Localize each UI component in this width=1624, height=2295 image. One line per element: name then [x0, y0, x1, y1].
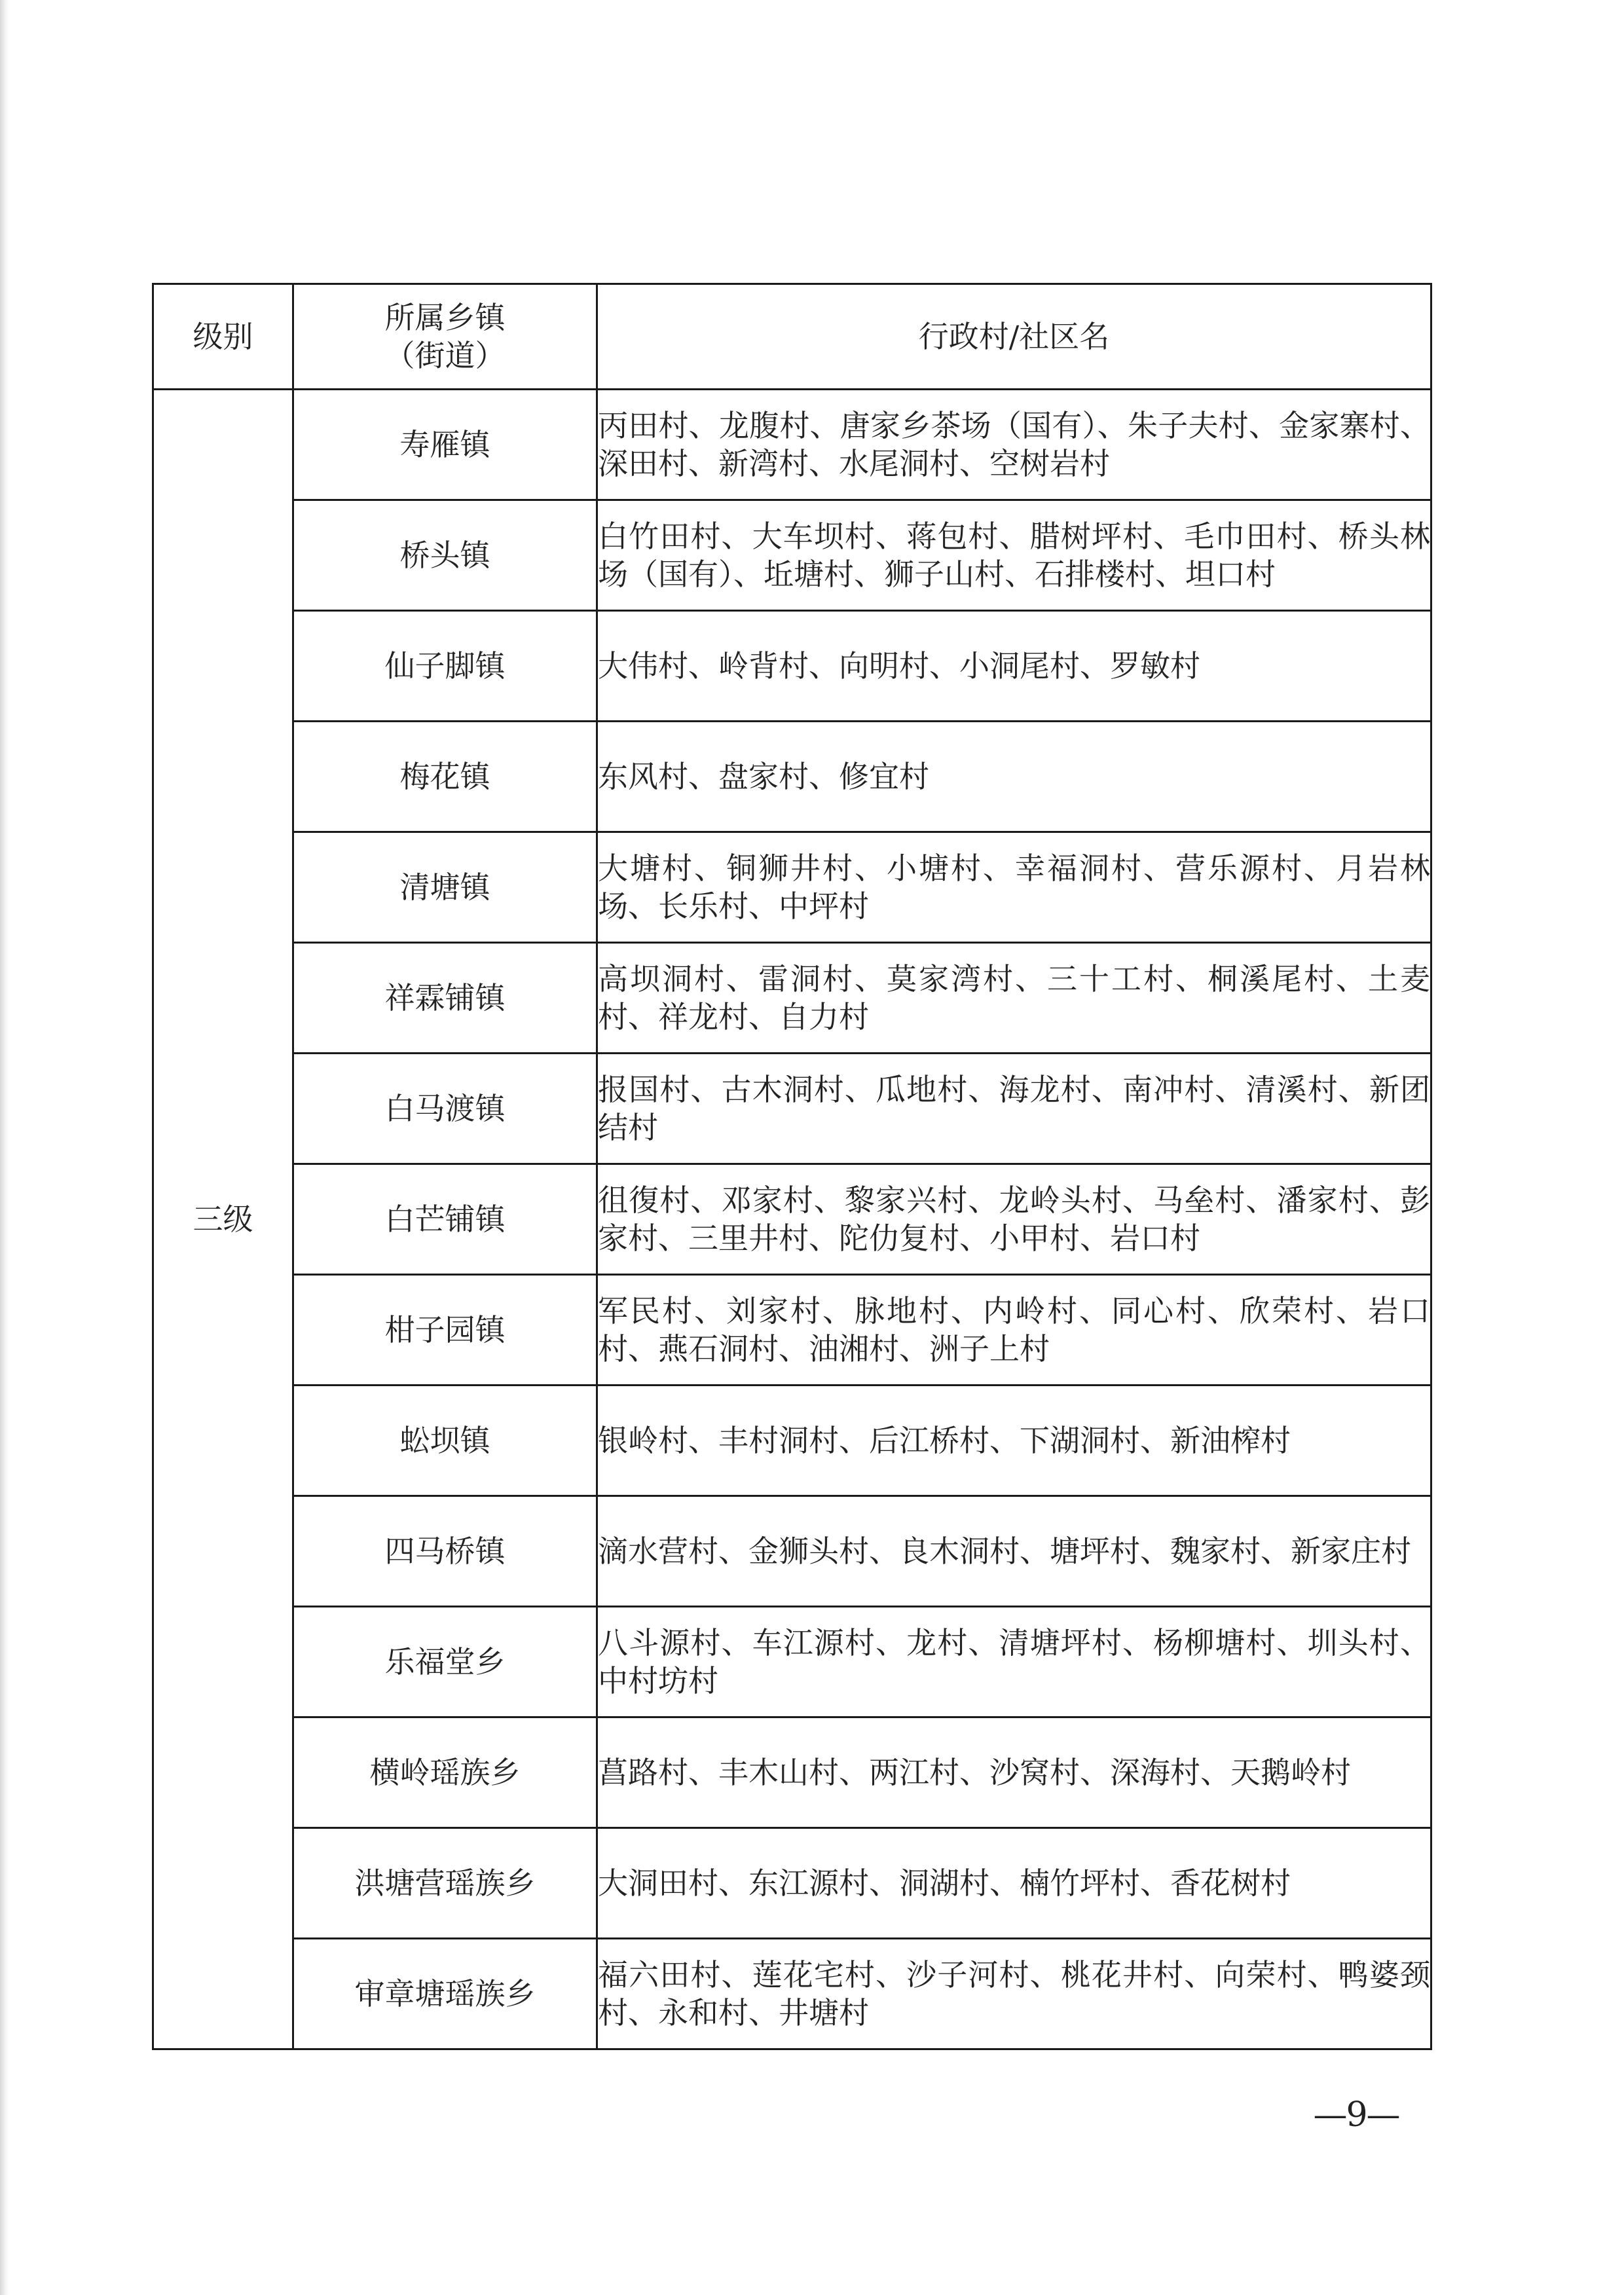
- town-cell: 桥头镇: [293, 500, 597, 611]
- villages-cell: 大伟村、岭背村、向明村、小洞尾村、罗敏村: [597, 611, 1431, 722]
- villages-cell: 菖路村、丰木山村、两江村、沙窝村、深海村、天鹅岭村: [597, 1717, 1431, 1828]
- villages-cell: 徂復村、邓家村、黎家兴村、龙岭头村、马垒村、潘家村、彭家村、三里井村、陀仂复村、小甲村、岩口村: [597, 1164, 1431, 1275]
- town-cell: 洪塘营瑶族乡: [293, 1828, 597, 1939]
- header-level: 级别: [153, 284, 293, 390]
- villages-cell: 报国村、古木洞村、瓜地村、海龙村、南冲村、清溪村、新团结村: [597, 1054, 1431, 1164]
- town-cell: 寿雁镇: [293, 390, 597, 500]
- town-cell: 白芒铺镇: [293, 1164, 597, 1275]
- villages-cell: 大塘村、铜狮井村、小塘村、幸福洞村、营乐源村、月岩林场、长乐村、中坪村: [597, 832, 1431, 943]
- villages-cell: 八斗源村、车江源村、龙村、清塘坪村、杨柳塘村、圳头村、中村坊村: [597, 1607, 1431, 1717]
- village-table: [152, 283, 1432, 2050]
- table-row: [153, 722, 1431, 832]
- header-town: [293, 284, 597, 390]
- town-cell: 祥霖铺镇: [293, 943, 597, 1054]
- town-cell: 横岭瑶族乡: [293, 1717, 597, 1828]
- table-row: [153, 1386, 1431, 1496]
- table-row: [153, 1275, 1431, 1386]
- villages-cell: 白竹田村、大车坝村、蒋包村、腊树坪村、毛巾田村、桥头林场（国有）、坵塘村、狮子山村、石排楼村、坦口村: [597, 500, 1431, 611]
- table-row: [153, 1828, 1431, 1939]
- table-row: [153, 832, 1431, 943]
- scan-shadow-edge: [0, 0, 9, 2295]
- villages-cell: 银岭村、丰村洞村、后江桥村、下湖洞村、新油榨村: [597, 1386, 1431, 1496]
- town-cell: 蚣坝镇: [293, 1386, 597, 1496]
- table-row: [153, 1939, 1431, 2049]
- town-cell: 清塘镇: [293, 832, 597, 943]
- villages-cell: 东风村、盘家村、修宜村: [597, 722, 1431, 832]
- table-row: [153, 390, 1431, 500]
- level-cell: 三级: [153, 390, 293, 2049]
- town-cell: 梅花镇: [293, 722, 597, 832]
- villages-cell: 高坝洞村、雷洞村、莫家湾村、三十工村、桐溪尾村、土麦村、祥龙村、自力村: [597, 943, 1431, 1054]
- villages-cell: 丙田村、龙腹村、唐家乡茶场（国有）、朱子夫村、金家寨村、深田村、新湾村、水尾洞村、空树岩村: [597, 390, 1431, 500]
- town-cell: 乐福堂乡: [293, 1607, 597, 1717]
- page-number: —9—: [1313, 2095, 1399, 2135]
- table-row: [153, 943, 1431, 1054]
- header-town-line2: （街道）: [384, 338, 506, 373]
- table-row: [153, 611, 1431, 722]
- town-cell: 四马桥镇: [293, 1496, 597, 1607]
- town-cell: 仙子脚镇: [293, 611, 597, 722]
- table-row: [153, 1164, 1431, 1275]
- town-cell: 审章塘瑶族乡: [293, 1939, 597, 2049]
- villages-cell: 军民村、刘家村、脉地村、内岭村、同心村、欣荣村、岩口村、燕石洞村、油湘村、洲子上村: [597, 1275, 1431, 1386]
- town-cell: 白马渡镇: [293, 1054, 597, 1164]
- table-row: [153, 1496, 1431, 1607]
- header-villages: 行政村/社区名: [597, 284, 1431, 390]
- table-row: [153, 500, 1431, 611]
- table-row: [153, 1054, 1431, 1164]
- header-town-line1: 所属乡镇: [384, 300, 506, 335]
- table-header-row: [153, 284, 1431, 390]
- town-cell: 柑子园镇: [293, 1275, 597, 1386]
- villages-cell: 福六田村、莲花宅村、沙子河村、桃花井村、向荣村、鸭婆颈村、永和村、井塘村: [597, 1939, 1431, 2049]
- table-row: [153, 1717, 1431, 1828]
- table-body: [153, 390, 1431, 2049]
- villages-cell: 大洞田村、东江源村、洞湖村、楠竹坪村、香花树村: [597, 1828, 1431, 1939]
- table-row: [153, 1607, 1431, 1717]
- villages-cell: 滴水营村、金狮头村、良木洞村、塘坪村、魏家村、新家庄村: [597, 1496, 1431, 1607]
